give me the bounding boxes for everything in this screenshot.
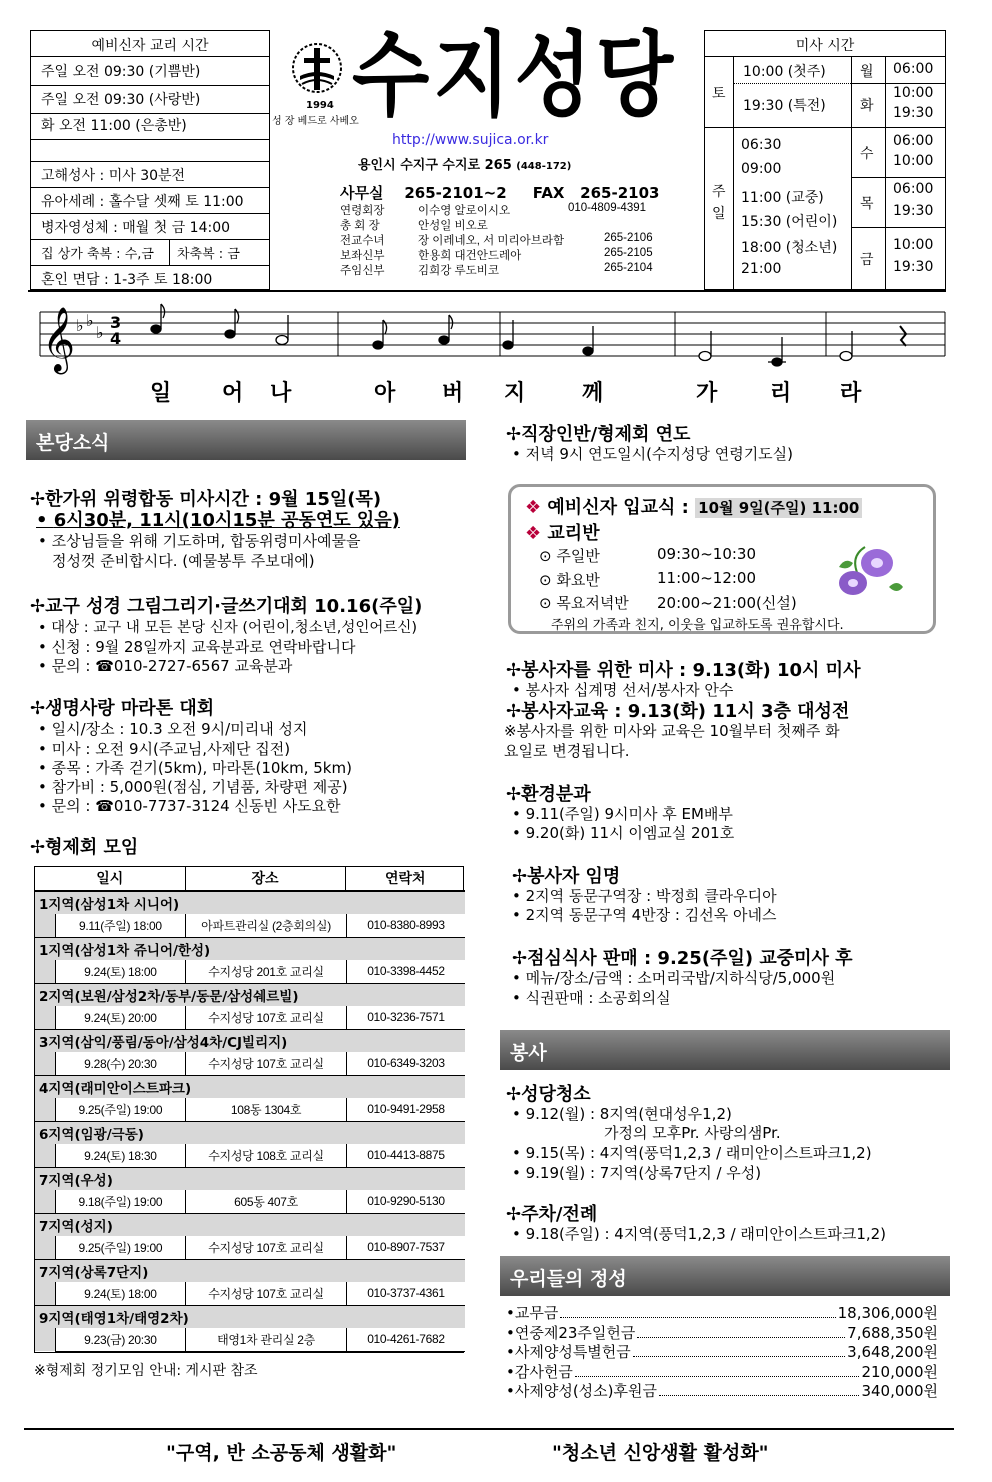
- weekday-time: 19:30: [893, 259, 934, 275]
- contact-row: 전교수녀 장 이레네오, 서 미리아브라함 265-2106: [340, 232, 653, 247]
- news-line: • 문의 : ☎010-7737-3124 신동빈 사도요한: [38, 797, 341, 815]
- flat-icon: ♭: [96, 323, 104, 342]
- offering-list: [506, 1302, 938, 1400]
- meeting-detail-row: 9.28(수) 20:30 수지성당 107호 교리실 010-6349-3203: [35, 1052, 465, 1075]
- catechism-row: 주일 오전 09:30 (사랑반): [41, 92, 201, 108]
- meeting-detail-row: 9.11(주일) 18:00 아파트관리실 (2층회의실) 010-8380-8993: [35, 914, 465, 937]
- contact-row: 주임신부 김희강 루도비코 265-2104: [340, 262, 653, 277]
- contacts-list: [340, 202, 680, 277]
- treble-clef-icon: 𝄞: [42, 307, 76, 372]
- contact-row: 보좌신부 한용희 대건안드레아 265-2105: [340, 247, 653, 262]
- class-title: ❖ 교리반: [525, 523, 600, 544]
- appoint-line: • 2지역 동문구역장 : 박정희 클라우디아: [512, 887, 777, 905]
- meeting-detail-row: 9.24(토) 18:00 수지성당 107호 교리실 010-3737-4361: [35, 1282, 465, 1305]
- meeting-group-row: 9지역(태영1차/태영2차): [35, 1305, 465, 1328]
- service-header: 봉사: [500, 1030, 950, 1070]
- news-item-title: ✢한가위 위령합동 미사시간 : 9월 15일(목): [30, 489, 382, 510]
- cleaning-line: • 9.12(월) : 8지역(현대성우1,2): [512, 1105, 732, 1123]
- footer-slogan-2: "청소년 신앙생활 활성화": [552, 1442, 769, 1464]
- lyric: 어: [222, 381, 244, 406]
- sat-mass: 10:00 (첫주): [743, 64, 826, 80]
- meeting-group-row: 1지역(삼성1차 시니어): [35, 891, 465, 914]
- meetings-table: [34, 866, 464, 1353]
- weekday-time: 10:00: [893, 237, 934, 253]
- flat-icon: ♭: [76, 316, 84, 335]
- church-name: 수지성당: [352, 21, 678, 129]
- meeting-detail-row: 9.18(주일) 19:00 605동 407호 010-9290-5130: [35, 1190, 465, 1213]
- meeting-group-row: 1지역(삼성1차 쥬니어/한성): [35, 937, 465, 960]
- news-line: • 대상 : 교구 내 모든 본당 신자 (어린이,청소년,성인어르신): [38, 620, 418, 636]
- catechumen-box: [508, 484, 936, 634]
- catechism-title: 예비신자 교리 시간: [91, 38, 209, 54]
- lunch-title: ✢점심식사 판매 : 9.25(주일) 교중미사 후: [512, 948, 853, 969]
- time-sig-top: 3: [110, 313, 122, 332]
- volunteer-mass-line: • 봉사자 십계명 선서/봉사자 안수: [512, 681, 734, 699]
- offering-row: • 교무금 18,306,000원: [506, 1304, 938, 1322]
- meeting-detail-row: 9.23(금) 20:30 태영1차 관리실 2층 010-4261-7682: [35, 1328, 465, 1351]
- sun-mass: 18:00 (청소년): [741, 240, 838, 256]
- cleaning-line: • 9.19(월) : 7지역(상록7단지 / 우성): [512, 1164, 762, 1182]
- parish-news-header: 본당소식: [26, 420, 466, 460]
- house-blessing-info: 집 상가 축복 : 수,금: [41, 247, 154, 262]
- meeting-group-row: 7지역(상록7단지): [35, 1259, 465, 1282]
- address: [358, 154, 571, 173]
- contact-row: 연령회장 이수영 알로이시오 010-4809-4391: [340, 202, 647, 217]
- volunteer-edu-note: 요일로 변경됩니다.: [504, 742, 630, 760]
- lyric: 라: [840, 381, 862, 406]
- class-row: ⊙ 목요저녁반 20:00~21:00(신설): [539, 594, 797, 612]
- footer-slogan-1: "구역, 반 소공동체 생활화": [166, 1442, 397, 1464]
- mass-time-box: [704, 30, 946, 290]
- lunch-line: • 식권판매 : 소공회의실: [512, 989, 671, 1007]
- offering-row: • 사제양성특별헌금 3,648,200원: [506, 1343, 938, 1361]
- logo-text: 성 장 베드로 사베오: [272, 116, 359, 127]
- weekday-label: 목: [860, 196, 874, 212]
- catechumen-title: ❖ 예비신자 입교식 : 10월 9일(주일) 11:00: [525, 493, 862, 519]
- lyric: 께: [582, 381, 604, 406]
- catechism-row: 주일 오전 09:30 (기쁨반): [41, 64, 201, 80]
- meeting-detail-row: 9.25(주일) 19:00 수지성당 107호 교리실 010-8907-7537: [35, 1236, 465, 1259]
- news-item-title: ✢형제회 모임: [30, 837, 139, 858]
- offering-row: • 사제양성(성소)후원금 340,000원: [506, 1382, 938, 1400]
- news-line: • 참가비 : 5,000원(점심, 기념품, 차량편 제공): [38, 778, 348, 796]
- lyric: 가: [696, 381, 718, 406]
- news-item-subtitle: • 6시30분, 11시(10시15분 공동연도 있음): [36, 510, 400, 531]
- cleaning-line: • 9.15(목) : 4지역(풍덕1,2,3 / 래미안이스트파크1,2): [512, 1144, 872, 1162]
- news-line: • 조상님들을 위해 기도하며, 합동위령미사예물을: [38, 532, 361, 550]
- fax-label: FAX: [532, 184, 565, 202]
- news-line: • 미사 : 오전 9시(주교님,사제단 집전): [38, 740, 291, 758]
- invite-line: 주위의 가족과 친지, 이웃을 입교하도록 권유합시다.: [551, 618, 844, 633]
- cleaning-line: 가정의 모후Pr. 사랑의샘Pr.: [604, 1124, 781, 1142]
- meeting-group-row: 7지역(우성): [35, 1167, 465, 1190]
- meeting-group-row: 2지역(보원/삼성2차/동부/동문/삼성쉐르빌): [35, 983, 465, 1006]
- appoint-line: • 2지역 동문구역 4반장 : 김선옥 아네스: [512, 906, 777, 924]
- news-line: 정성껏 준비합시다. (예물봉투 주보대에): [52, 552, 315, 570]
- sat-mass: 19:30 (특전): [743, 98, 826, 114]
- class-row: ⊙ 화요반 11:00~12:00: [539, 569, 757, 589]
- lunch-line: • 메뉴/장소/금액 : 소머리국밥/지하식당/5,000원: [512, 969, 836, 987]
- address-text: 용인시 수지구 수지로 265: [358, 158, 512, 173]
- weekday-label: 화: [860, 98, 874, 114]
- meeting-group-row: 3지역(삼익/풍림/동아/삼성4차/CJ빌리지): [35, 1029, 465, 1052]
- meeting-detail-row: 9.24(토) 18:00 수지성당 201호 교리실 010-3398-4452: [35, 960, 465, 983]
- news-line: • 일시/장소 : 10.3 오전 9시/미리내 성지: [38, 720, 308, 738]
- env-line: • 9.20(화) 11시 이엠교실 201호: [512, 824, 735, 842]
- sun-mass: 21:00: [741, 261, 782, 277]
- contact-row: 총 회 장 안성일 비오로: [340, 220, 488, 232]
- lyric: 리: [770, 381, 792, 406]
- time-sig-bottom: 4: [110, 329, 122, 348]
- marriage-info: 혼인 면담 : 1-3주 토 18:00: [41, 272, 213, 288]
- workers-line: • 저녁 9시 연도일시(수지성당 연령기도실): [512, 445, 794, 463]
- weekday-label: 월: [860, 64, 874, 80]
- class-row: ⊙ 주일반 09:30~10:30: [539, 545, 757, 565]
- news-line: • 문의 : ☎010-2727-6567 교육분과: [38, 657, 293, 675]
- weekday-time: 06:00: [893, 181, 934, 197]
- confession-info: 고해성사 : 미사 30분전: [41, 168, 186, 184]
- sick-communion-info: 병자영성체 : 매월 첫 금 14:00: [41, 220, 231, 236]
- offering-row: • 감사헌금 210,000원: [506, 1362, 938, 1381]
- lyric: 지: [504, 381, 526, 406]
- car-blessing-info: 차축복 : 금: [177, 247, 240, 262]
- zip-code: (448-172): [516, 161, 572, 172]
- volunteer-edu-note: ※봉사자를 위한 미사와 교육은 10월부터 첫째주 화: [504, 722, 840, 740]
- cleaning-title: ✢성당청소: [506, 1084, 591, 1105]
- news-line: • 신청 : 9월 28일까지 교육분과로 연락바랍니다: [38, 638, 356, 656]
- weekday-label: 금: [860, 252, 874, 268]
- left-info-box: [30, 30, 270, 290]
- offering-row: • 연중제23주일헌금 7,688,350원: [506, 1323, 938, 1342]
- meetings-footnote: ※형제회 정기모임 안내: 게시판 참조: [34, 1363, 258, 1379]
- weekday-time: 06:00: [893, 133, 934, 149]
- meeting-group-row: 6지역(임광/극동): [35, 1121, 465, 1144]
- rest-icon: [900, 326, 906, 346]
- weekday-time: 10:00: [893, 153, 934, 169]
- mass-title: 미사 시간: [795, 38, 855, 54]
- sunday-label: 주 일: [712, 184, 726, 222]
- appoint-title: ✢봉사자 임명: [512, 866, 621, 887]
- lyric: 나: [270, 381, 292, 406]
- weekday-label: 수: [860, 146, 874, 162]
- music-staff: [30, 296, 950, 388]
- website-link[interactable]: http://www.sujica.or.kr: [392, 132, 549, 148]
- weekday-time: 10:00: [893, 85, 934, 101]
- parking-line: • 9.18(주일) : 4지역(풍덕1,2,3 / 래미안이스트파크1,2): [512, 1225, 887, 1243]
- lyric: 버: [442, 381, 464, 406]
- sun-mass: 06:30: [741, 137, 782, 153]
- weekday-time: 19:30: [893, 203, 934, 219]
- meeting-detail-row: 9.24(토) 20:00 수지성당 107호 교리실 010-3236-7571: [35, 1006, 465, 1029]
- parking-title: ✢주차/전례: [506, 1204, 598, 1225]
- baptism-info: 유아세례 : 홀수달 셋째 토 11:00: [41, 194, 244, 210]
- lyrics: [0, 376, 992, 406]
- sun-mass: 11:00 (교중): [741, 190, 824, 206]
- table-header: 일시 장소 연락처: [35, 867, 465, 890]
- flower-icon: [829, 537, 909, 603]
- meeting-group-row: 7지역(성지): [35, 1213, 465, 1236]
- news-item-title: ✢생명사랑 마라톤 대회: [30, 698, 215, 719]
- news-item-title: ✢교구 성경 그림그리기·글쓰기대회 10.16(주일): [30, 596, 423, 617]
- meeting-detail-row: 9.25(주일) 19:00 108동 1304호 010-9491-2958: [35, 1098, 465, 1121]
- office-phone-line: [340, 182, 659, 203]
- news-line: • 종목 : 가족 걷기(5km), 마라톤(10km, 5km): [38, 759, 352, 777]
- flat-icon: ♭: [86, 311, 94, 330]
- meeting-group-row: 4지역(래미안이스트파크): [35, 1075, 465, 1098]
- volunteer-edu-title: ✢봉사자교육 : 9.13(화) 11시 3층 대성전: [506, 701, 850, 722]
- fax-number: 265-2103: [580, 184, 660, 202]
- sun-mass: 15:30 (어린이): [741, 214, 838, 230]
- lyric: 일: [150, 381, 172, 406]
- sun-mass: 09:00: [741, 161, 782, 177]
- office-label: 사무실: [340, 184, 384, 202]
- catechism-row: 화 오전 11:00 (은총반): [41, 118, 187, 134]
- office-phone: 265-2101~2: [404, 184, 507, 202]
- env-line: • 9.11(주일) 9시미사 후 EM배부: [512, 805, 733, 823]
- weekday-time: 19:30: [893, 105, 934, 121]
- logo-year: 1994: [306, 100, 334, 111]
- offering-header: 우리들의 정성: [500, 1256, 950, 1296]
- workers-title: ✢직장인반/형제회 연도: [506, 424, 691, 445]
- env-title: ✢환경분과: [506, 784, 591, 805]
- lyric: 아: [374, 381, 396, 406]
- saturday-label: 토: [712, 86, 726, 102]
- meeting-detail-row: 9.24(토) 18:30 수지성당 108호 교리실 010-4413-8875: [35, 1144, 465, 1167]
- weekday-time: 06:00: [893, 61, 934, 77]
- volunteer-mass-title: ✢봉사자를 위한 미사 : 9.13(화) 10시 미사: [506, 660, 861, 681]
